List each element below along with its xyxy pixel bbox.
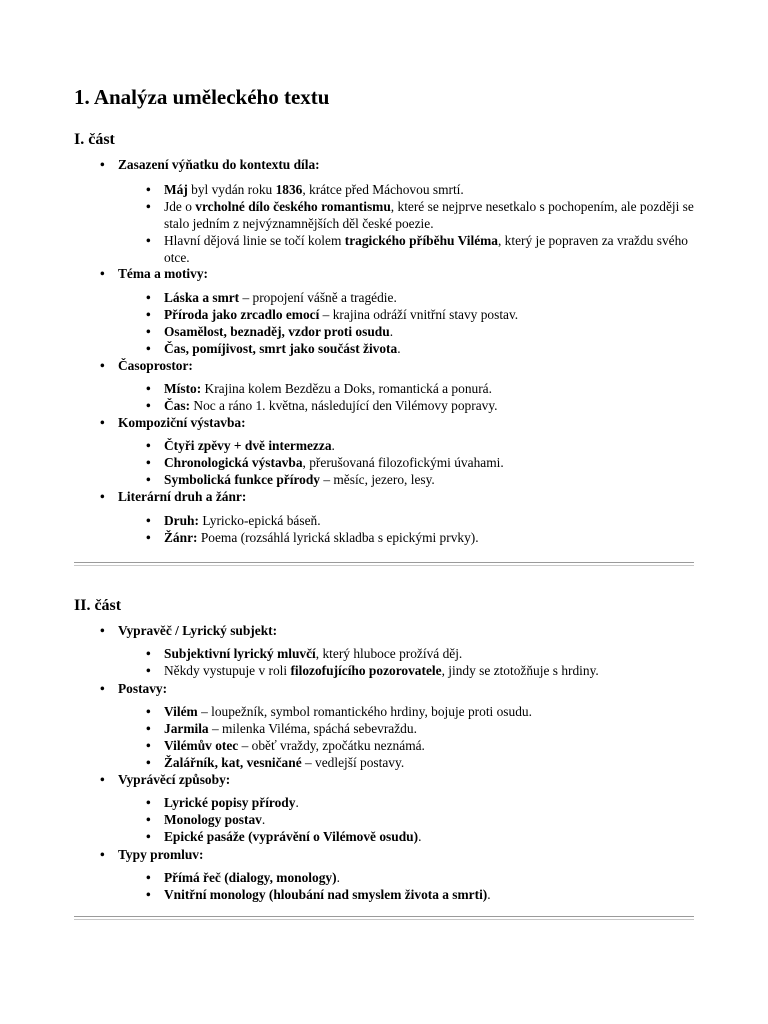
section-heading: • Typy promluv: [118, 846, 203, 863]
bullet-list [164, 513, 694, 547]
list-item [164, 646, 694, 663]
section-divider [74, 562, 694, 566]
bold-text: Láska a smrt [164, 290, 240, 305]
text: , přerušovaná filozofickými úvahami. [302, 454, 504, 470]
section-heading: • Vyprávěcí způsoby: [118, 771, 230, 788]
text: . [295, 795, 299, 810]
text: Jde o [164, 198, 196, 214]
text: , jindy se ztotožňuje s hrdiny. [441, 662, 599, 678]
bullet-list [164, 646, 694, 680]
text: Noc a ráno 1. května, následující den Vilémovy popravy. [190, 397, 498, 413]
bold-text: 1836 [275, 182, 303, 197]
list-item [164, 182, 694, 199]
text: . [397, 340, 401, 356]
bold-text: Máj [164, 182, 188, 197]
text: – milenka Viléma, spáchá sebevraždu. [208, 720, 417, 736]
part1-heading: I. část [74, 131, 115, 148]
bold-text: Monology postav [164, 811, 262, 827]
bold-text: Vilémův otec [164, 737, 239, 753]
bullet-list [164, 438, 694, 489]
bold-text: vrcholné dílo českého romantismu [195, 198, 391, 214]
bullet-list [164, 290, 694, 358]
text: Poema (rozsáhlá lyrická skladba s epickými prvky). [197, 529, 479, 545]
bold-text: Lyrické popisy přírody [164, 795, 296, 810]
list-item [164, 870, 694, 887]
text: byl vydán roku [187, 182, 276, 197]
section-heading: • Kompoziční výstavba: [118, 414, 246, 431]
bold-text: Osamělost, beznaděj, vzdor proti osudu [164, 323, 390, 339]
bold-text: Místo: [164, 381, 202, 396]
list-item [164, 472, 694, 489]
text: . [261, 811, 266, 827]
list-item [164, 455, 694, 472]
text: . [331, 438, 335, 453]
bold-text: Přímá řeč (dialogy, monology) [164, 870, 337, 885]
bold-text: Žánr: [164, 529, 198, 545]
text: – krajina odráží vnitřní stavy postav. [319, 306, 519, 322]
bold-text: Symbolická funkce přírody [164, 471, 320, 487]
list-item [164, 704, 694, 721]
text: Hlavní dějová linie se točí kolem [164, 232, 345, 248]
text: – vedlejší postavy. [301, 754, 405, 770]
bold-text: tragického příběhu Viléma [344, 232, 498, 248]
text: Někdy vystupuje v roli [164, 662, 291, 678]
page-title: 1. Analýza uměleckého textu [74, 85, 330, 109]
section-heading: • Literární druh a žánr: [118, 488, 246, 505]
list-item [164, 513, 694, 530]
bullet-list [164, 704, 694, 772]
list-item [164, 829, 694, 846]
text: , který hluboce prožívá děj. [315, 646, 463, 661]
text: . [389, 323, 394, 339]
text: Lyricko-epická báseň. [198, 513, 321, 528]
bold-text: Chronologická výstavba [164, 454, 303, 470]
section-heading: • Vypravěč / Lyrický subjekt: [118, 622, 277, 639]
text: – oběť vraždy, zpočátku neznámá. [238, 737, 425, 753]
list-item [164, 398, 694, 415]
list-item [164, 438, 694, 455]
bold-text: Žalářník, kat, vesničané [164, 754, 302, 770]
bold-text: Vnitřní monology (hloubání nad smyslem života a smrti) [164, 886, 488, 902]
section-heading: • Téma a motivy: [118, 265, 208, 282]
bold-text: filozofujícího pozorovatele [290, 662, 442, 678]
part2-heading: II. část [74, 597, 122, 614]
bullet-list [164, 795, 694, 846]
text: , který je popraven za vraždu svého otce. [164, 232, 688, 265]
section-heading: • Postavy: [118, 680, 167, 697]
text: – propojení vášně a tragédie. [239, 290, 397, 305]
text: Krajina kolem Bezdězu a Doks, romantická a ponurá. [201, 381, 492, 396]
text: . [487, 886, 491, 902]
section-heading: • Časoprostor: [118, 357, 193, 374]
text: – loupežník, symbol romantického hrdiny, bojuje proti osudu. [197, 704, 532, 719]
list-item [164, 290, 694, 307]
bullet-list [164, 182, 694, 267]
bold-text: Epické pasáže (vyprávění o Vilémově osudu) [164, 828, 419, 844]
text: . [418, 828, 422, 844]
text: , které se nejprve nesetkalo s pochopením, ale později se stalo jedním z nejvýznamnějších děl české poezie. [164, 198, 694, 231]
list-item [164, 341, 694, 358]
list-item [164, 324, 694, 341]
list-item [164, 721, 694, 738]
list-item [164, 381, 694, 398]
bold-text: Vilém [164, 704, 198, 719]
section-divider [74, 916, 694, 920]
list-item [164, 795, 694, 812]
list-item [164, 663, 694, 680]
text: , krátce před Máchovou smrtí. [302, 182, 464, 197]
text: . [336, 870, 340, 885]
bold-text: Čas, pomíjivost, smrt jako součást života [164, 340, 398, 356]
list-item [164, 307, 694, 324]
bullet-list [164, 381, 694, 415]
bold-text: Čtyři zpěvy + dvě intermezza [164, 438, 332, 453]
bullet-list [164, 870, 694, 904]
list-item [164, 887, 694, 904]
list-item [164, 738, 694, 755]
bold-text: Subjektivní lyrický mluvčí [164, 646, 316, 661]
bold-text: Jarmila [164, 720, 209, 736]
bold-text: Druh: [164, 513, 199, 528]
list-item [164, 530, 694, 547]
list-item [164, 755, 694, 772]
bold-text: Příroda jako zrcadlo emocí [164, 306, 320, 322]
list-item [164, 812, 694, 829]
bold-text: Čas: [164, 397, 191, 413]
list-item [164, 233, 694, 267]
section-heading: • Zasazení výňatku do kontextu díla: [118, 156, 320, 173]
text: – měsíc, jezero, lesy. [320, 471, 435, 487]
list-item [164, 199, 694, 233]
